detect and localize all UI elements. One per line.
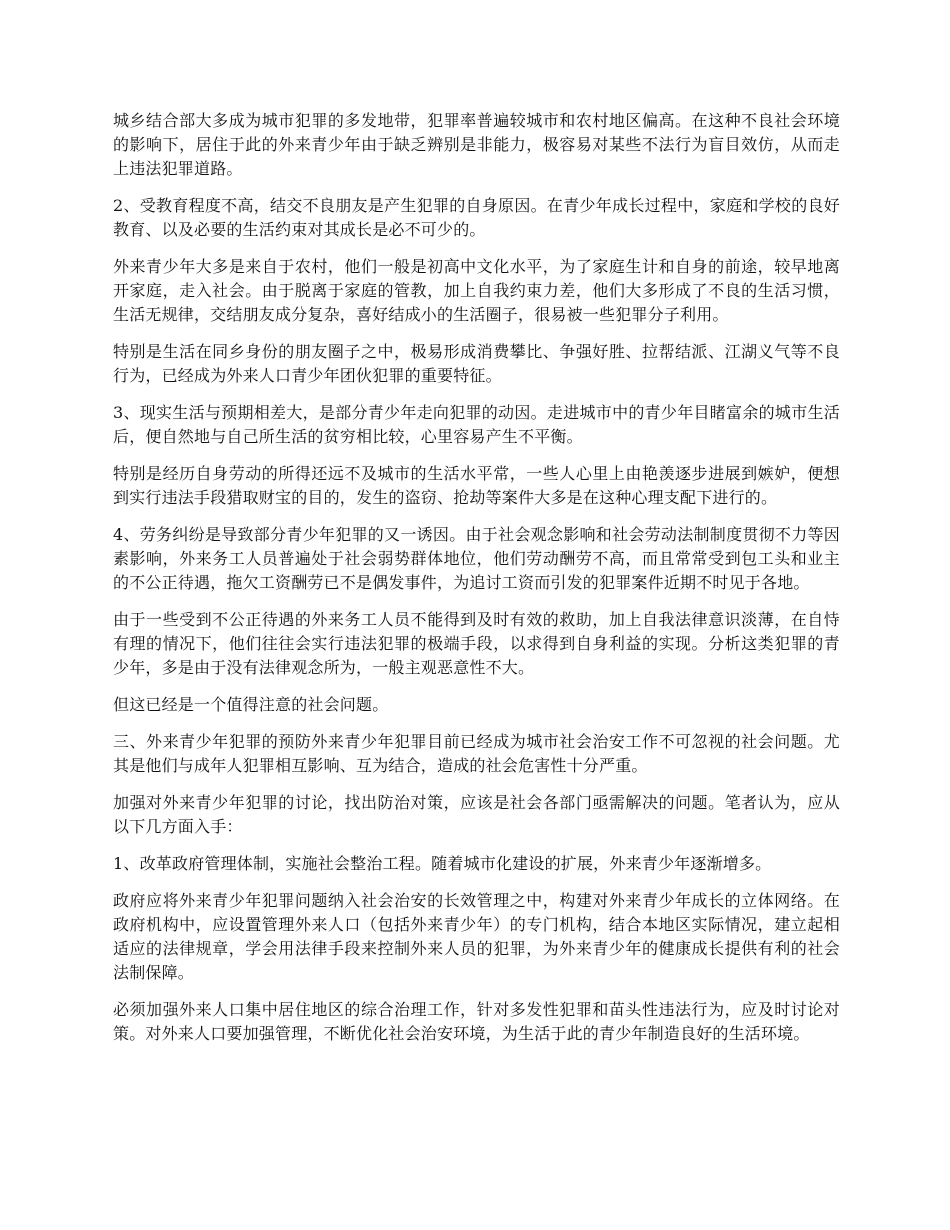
paragraph: 但这已经是一个值得注意的社会问题。 xyxy=(113,695,389,714)
paragraph: 3、现实生活与预期相差大，是部分青少年走向犯罪的动因。走进城市中的青少年目睹富余的城市生活后，便自然地与自己所生活的贫穷相比较，心里容易产生不平衡。 xyxy=(113,403,840,446)
paragraph: 加强对外来青少年犯罪的讨论，找出防治对策，应该是社会各部门亟需解决的问题。笔者认为，应从以下几方面入手： xyxy=(113,793,840,836)
paragraph: 必须加强外来人口集中居住地区的综合治理工作，针对多发性犯罪和苗头性违法行为，应及时讨论对策。对外来人口要加强管理，不断优化社会治安环境，为生活于此的青少年制造良好的生活环境。 xyxy=(113,1000,840,1043)
paragraph: 政府应将外来青少年犯罪问题纳入社会治安的长效管理之中，构建对外来青少年成长的立体网络。在政府机构中，应设置管理外来人口（包括外来青少年）的专门机构，结合本地区实际情况，建立起相适应的法律规章，学会用法律手段来控制外来人员的犯罪，为外来青少年的健康成长提供有利的社会法制保障。 xyxy=(113,891,840,982)
paragraph: 特别是生活在同乡身份的朋友圈子之中，极易形成消费攀比、争强好胜、拉帮结派、江湖义气等不良行为，已经成为外来人口青少年团伙犯罪的重要特征。 xyxy=(113,342,840,385)
paragraph: 1、改革政府管理体制，实施社会整治工程。随着城市化建设的扩展，外来青少年逐渐增多。 xyxy=(113,854,772,873)
paragraph: 由于一些受到不公正待遇的外来务工人员不能得到及时有效的救助，加上自我法律意识淡薄，在自恃有理的情况下，他们往往会实行违法犯罪的极端手段，以求得到自身利益的实现。分析这类犯罪的青少年，多是由于没有法律观念所为，一般主观恶意性不大。 xyxy=(113,610,840,677)
paragraph: 2、受教育程度不高，结交不良朋友是产生犯罪的自身原因。在青少年成长过程中，家庭和学校的良好教育、以及必要的生活约束对其成长是必不可少的。 xyxy=(113,196,840,239)
paragraph: 三、外来青少年犯罪的预防外来青少年犯罪目前已经成为城市社会治安工作不可忽视的社会问题。尤其是他们与成年人犯罪相互影响、互为结合，造成的社会危害性十分严重。 xyxy=(113,732,840,775)
paragraph: 外来青少年大多是来自于农村，他们一般是初高中文化水平，为了家庭生计和自身的前途，较早地离开家庭，走入社会。由于脱离于家庭的管教，加上自我约束力差，他们大多形成了不良的生活习惯，生活无规律，交结朋友成分复杂，喜好结成小的生活圈子，很易被一些犯罪分子利用。 xyxy=(113,257,840,324)
paragraph: 城乡结合部大多成为城市犯罪的多发地带，犯罪率普遍较城市和农村地区偏高。在这种不良社会环境的影响下，居住于此的外来青少年由于缺乏辨别是非能力，极容易对某些不法行为盲目效仿，从而走上违法犯罪道路。 xyxy=(113,111,840,178)
paragraph: 特别是经历自身劳动的所得还远不及城市的生活水平常，一些人心里上由艳羡逐步进展到嫉妒，便想到实行违法手段猎取财宝的目的，发生的盗窃、抢劫等案件大多是在这种心理支配下进行的。 xyxy=(113,464,840,507)
paragraph: 4、劳务纠纷是导致部分青少年犯罪的又一诱因。由于社会观念影响和社会劳动法制制度贯彻不力等因素影响，外来务工人员普遍处于社会弱势群体地位，他们劳动酬劳不高，而且常常受到包工头和业主的不公正待遇，拖欠工资酬劳已不是偶发事件，为追讨工资而引发的犯罪案件近期不时见于各地。 xyxy=(113,525,840,592)
document-body xyxy=(113,109,840,1059)
